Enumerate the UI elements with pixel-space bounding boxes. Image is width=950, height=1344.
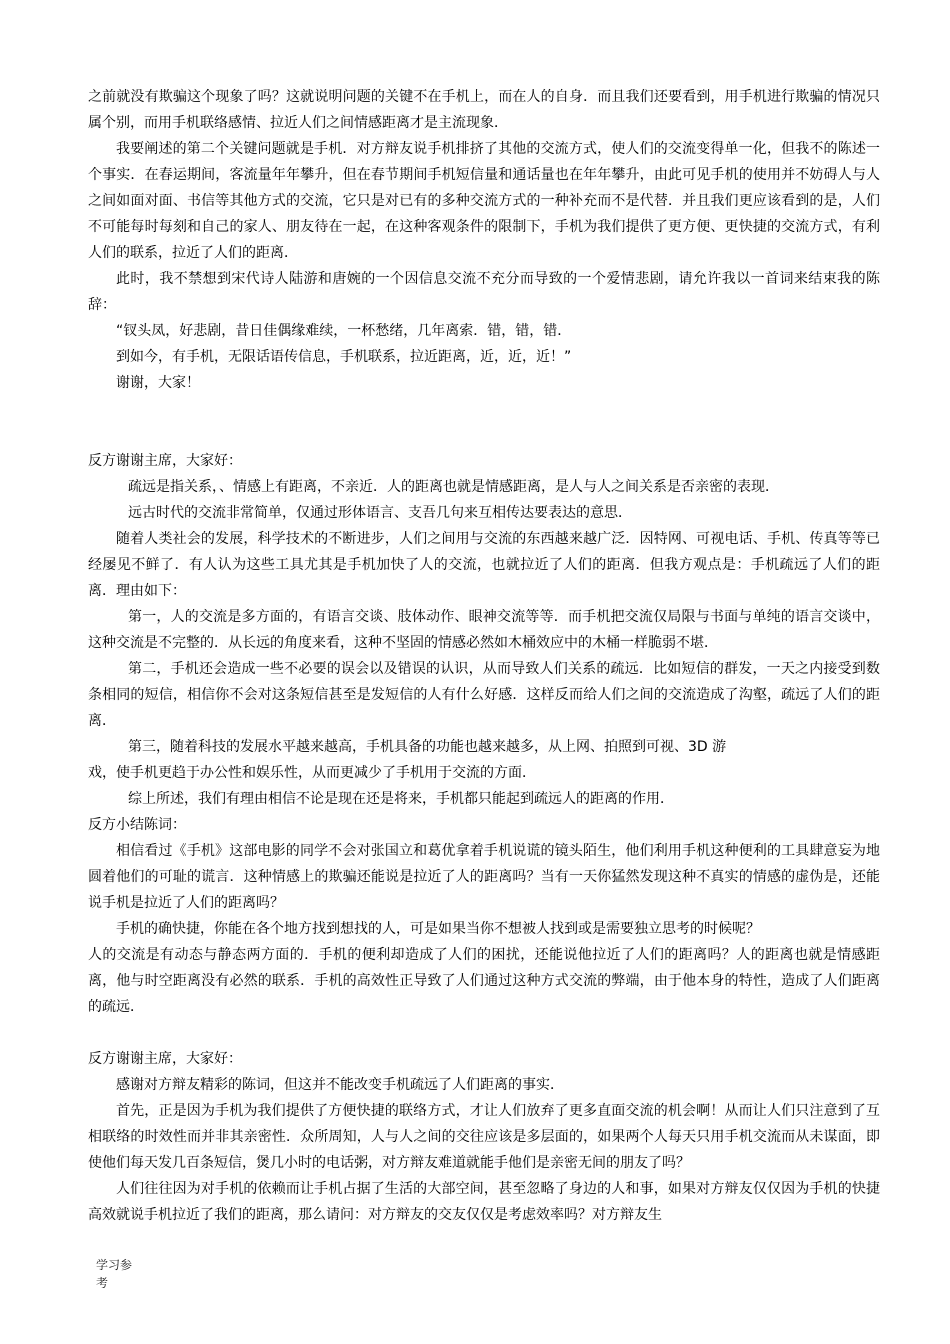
paragraph: 手机的确快捷，你能在各个地方找到想找的人，可是如果当你不想被人找到或是需要独立思考的时候呢？ [116, 921, 760, 937]
paragraph: 感谢对方辩友精彩的陈词，但这并不能改变手机疏远了人们距离的事实． [116, 1077, 564, 1093]
paragraph: 第一，人的交流是多方面的，有语言交谈、肢体动作、眼神交流等等．而手机把交流仅局限与书面与单纯的语言交谈中，这种交流是不完整的．从长远的角度来看，这种不坚固的情感必然如木桶效应中的木桶一样脆弱不堪． [88, 609, 880, 651]
paragraph: 相信看过《手机》这部电影的同学不会对张国立和葛优拿着手机说谎的镜头陌生，他们利用手机这种便利的工具肆意妄为地圆着他们的可耻的谎言．这种情感上的欺骗还能说是拉近了人的距离吗？当有一天你猛然发现这种不真实的情感的虚伪是，还能说手机是拉近了人们的距离吗？ [88, 843, 880, 911]
closing-line: 谢谢，大家！ [116, 375, 200, 391]
paragraph: 之前就没有欺骗这个现象了吗？这就说明问题的关键不在手机上，而在人的自身．而且我们还要看到，用手机进行欺骗的情况只属个别，而用手机联络感情、拉近人们之间情感距离才是主流现象． [88, 89, 880, 131]
paragraph: 第三，随着科技的发展水平越来越高，手机具备的功能也越来越多，从上网、拍照到可视、3D 游 [128, 739, 727, 755]
paragraph: 人们往往因为对手机的依赖而让手机占据了生活的大部空间，甚至忽略了身边的人和事，如果对方辩友仅仅因为手机的快捷高效就说手机拉近了我们的距离，那么请问：对方辩友的交友仅仅是考虑效率吗？对方辩友生 [88, 1181, 880, 1223]
spacer [88, 396, 880, 448]
paragraph: 戏，使手机更趋于办公性和娱乐性，从而更减少了手机用于交流的方面． [88, 765, 536, 781]
footer-text: 考 [96, 1276, 109, 1290]
paragraph: 第二，手机还会造成一些不必要的误会以及错误的认识，从而导致人们关系的疏远．比如短信的群发，一天之内接受到数条相同的短信，相信你不会对这条短信甚至是发短信的人有什么好感．这样反而给人们之间的交流造成了沟壑，疏远了人们的距离． [88, 661, 880, 729]
spacer [88, 1020, 880, 1046]
paragraph: 我要阐述的第二个关键问题就是手机．对方辩友说手机排挤了其他的交流方式，使人们的交流变得单一化，但我不的陈述一个事实．在春运期间，客流量年年攀升，但在春节期间手机短信量和通话量也在年年攀升，由此可见手机的使用并不妨碍人与人之间如面对面、书信等其他方式的交流，它只是对已有的多种交流方式的一种补充而不是代替．并且我们更应该看到的是，人们不可能每时每刻和自己的家人、朋友待在一起，在这种客观条件的限制下，手机为我们提供了更方便、更快捷的交流方式，有利人们的联系，拉近了人们的距离． [88, 141, 880, 261]
section-heading: 反方小结陈词： [88, 817, 186, 833]
paragraph: 首先，正是因为手机为我们提供了方便快捷的联络方式，才让人们放弃了更多直面交流的机会啊！从而让人们只注意到了互相联络的时效性而并非其亲密性．众所周知，人与人之间的交往应该是多层面的，如果两个人每天只用手机交流而从未谋面，即使他们每天发几百条短信，煲几小时的电话粥，对方辩友难道就能手他们是亲密无间的朋友了吗？ [88, 1103, 880, 1171]
poem-line: “钗头凤，好悲剧，昔日佳偶缘难续，一杯愁绪，几年离索．错，错，错． [116, 323, 572, 339]
section-heading: 反方谢谢主席，大家好： [88, 1051, 242, 1067]
paragraph: 远古时代的交流非常简单，仅通过形体语言、支吾几句来互相传达要表达的意思． [128, 505, 632, 521]
page-footer [96, 1256, 156, 1292]
paragraph: 此时，我不禁想到宋代诗人陆游和唐婉的一个因信息交流不充分而导致的一个爱情悲剧，请允许我以一首词来结束我的陈辞： [88, 271, 880, 313]
poem-line: 到如今，有手机，无限话语传信息，手机联系，拉近距离，近，近，近！” [116, 349, 572, 365]
section-heading: 反方谢谢主席，大家好： [88, 453, 242, 469]
paragraph: 综上所述，我们有理由相信不论是现在还是将来，手机都只能起到疏远人的距离的作用． [128, 791, 674, 807]
document-body [88, 84, 880, 1228]
paragraph: 随着人类社会的发展，科学技术的不断进步，人们之间用与交流的东西越来越广泛．因特网、可视电话、手机、传真等等已经屡见不鲜了．有人认为这些工具尤其是手机加快了人的交流，也就拉近了人们的距离．但我方观点是：手机疏远了人们的距离．理由如下： [88, 531, 880, 599]
paragraph: 疏远是指关系，、情感上有距离，不亲近．人的距离也就是情感距离，是人与人之间关系是否亲密的表现． [128, 479, 779, 495]
footer-text: 学习参 [96, 1258, 133, 1272]
paragraph: 人的交流是有动态与静态两方面的．手机的便利却造成了人们的困扰，还能说他拉近了人们的距离吗？人的距离也就是情感距离，他与时空距离没有必然的联系．手机的高效性正导致了人们通过这种方式交流的弊端，由于他本身的特性，造成了人们距离的疏远． [88, 947, 880, 1015]
